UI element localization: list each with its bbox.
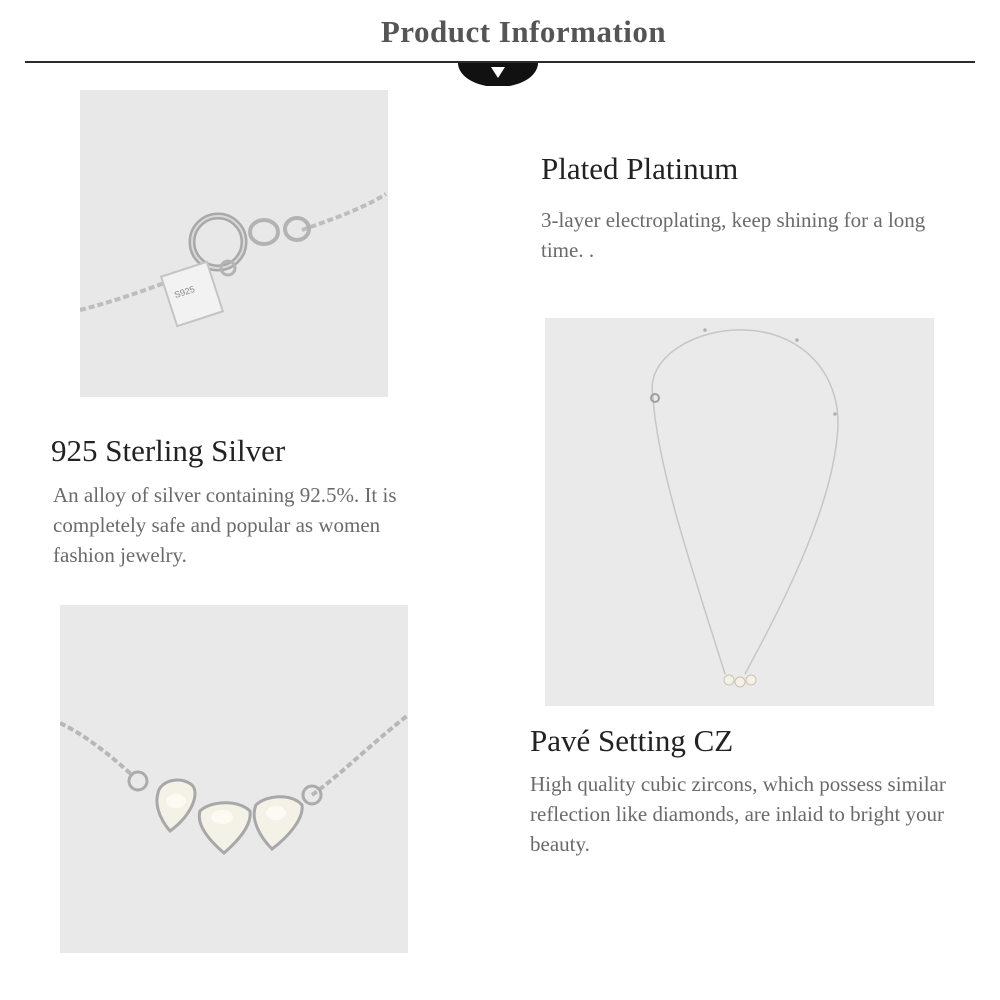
platinum-feature-title: Plated Platinum (541, 151, 739, 186)
pendant-photo (60, 605, 408, 953)
clasp-photo (80, 90, 388, 397)
silver-feature-description: An alloy of silver containing 92.5%. It is completely safe and popular as women fashion jewelry. (53, 483, 397, 567)
chevron-down-icon (458, 38, 538, 86)
silver-feature-title: 925 Sterling Silver (51, 433, 286, 468)
full-necklace-photo (545, 318, 934, 706)
platinum-feature-description: 3-layer electroplating, keep shining for a long time. . (541, 208, 926, 262)
setting-feature-description: High quality cubic zircons, which possess similar reflection like diamonds, are inlaid to bright your beauty. (530, 772, 946, 856)
page-title: Product Information (380, 14, 667, 49)
setting-feature-title: Pavé Setting CZ (530, 723, 734, 758)
clasp-tag-label: S925 (172, 283, 197, 301)
